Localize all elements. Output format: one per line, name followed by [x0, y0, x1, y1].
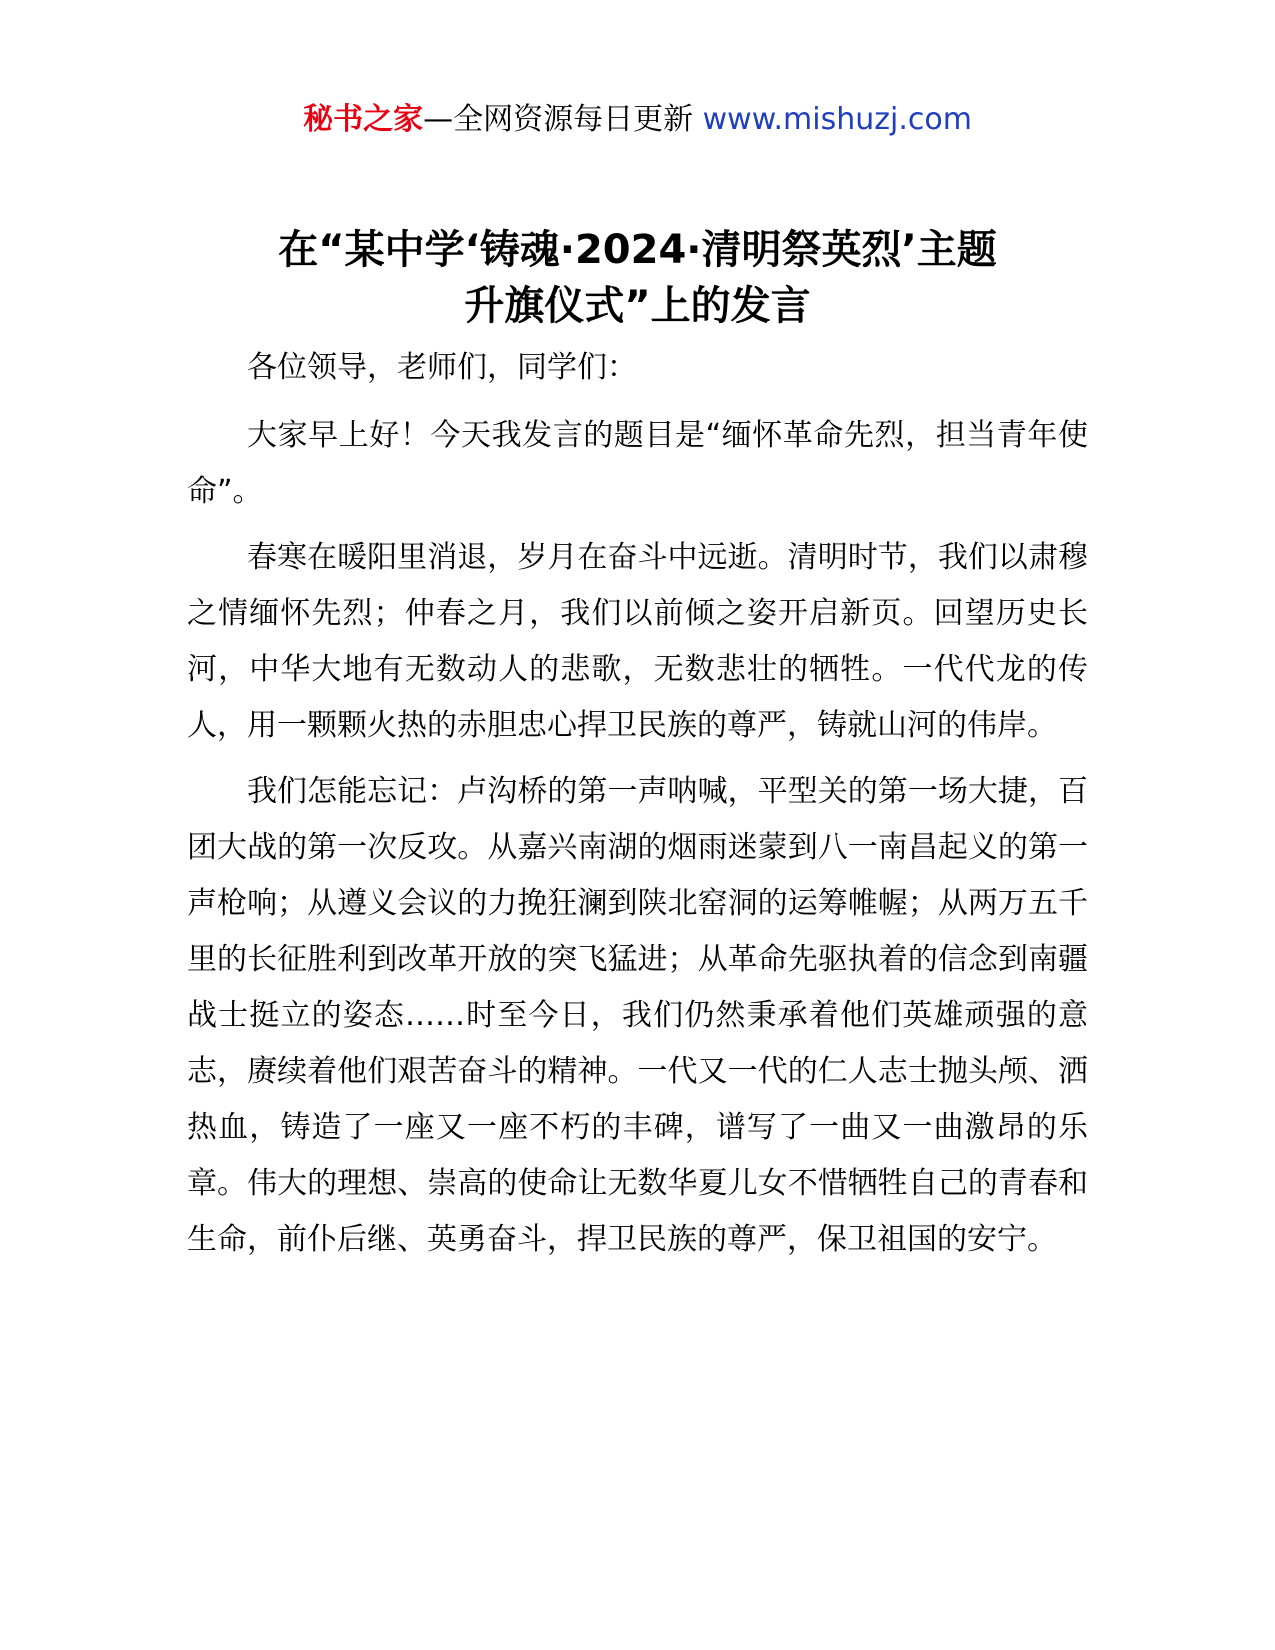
body-paragraph-2: 我们怎能忘记：卢沟桥的第一声呐喊，平型关的第一场大捷，百团大战的第一次反攻。从嘉兴南湖的烟雨迷蒙到八一南昌起义的第一声枪响；从遵义会议的力挽狂澜到陕北窑洞的运筹帷幄；从两万五千里的长征胜利到改革开放的突飞猛进；从革命先驱执着的信念到南疆战士挺立的姿态……时至今日，我们仍然秉承着他们英雄顽强的意志，赓续着他们艰苦奋斗的精神。一代又一代的仁人志士抛头颅、洒热血，铸造了一座又一座不朽的丰碑，谱写了一曲又一曲激昂的乐章。伟大的理想、崇高的使命让无数华夏儿女不惜牺牲自己的青春和生命，前仆后继、英勇奋斗，捍卫民族的尊严，保卫祖国的安宁。: [187, 774, 1088, 1257]
document-title: [150, 222, 1125, 334]
header-banner: [0, 100, 1275, 140]
document-title-line-2: 升旗仪式”上的发言: [464, 283, 811, 329]
site-url-link[interactable]: www.mishuzj.com: [702, 102, 972, 137]
header-tagline: —全网资源每日更新: [423, 102, 694, 137]
greeting-paragraph: 大家早上好！今天我发言的题目是“缅怀革命先烈，担当青年使命”。: [187, 418, 1088, 509]
salutation-paragraph: 各位领导，老师们，同学们：: [247, 350, 637, 385]
body-paragraph-1: 春寒在暖阳里消退，岁月在奋斗中远逝。清明时节，我们以肃穆之情缅怀先烈；仲春之月，我们以前倾之姿开启新页。回望历史长河，中华大地有无数动人的悲歌，无数悲壮的牺牲。一代代龙的传人，用一颗颗火热的赤胆忠心捍卫民族的尊严，铸就山河的伟岸。: [187, 540, 1088, 743]
brand-name: 秘书之家: [303, 102, 424, 137]
document-title-line-1: 在“某中学‘铸魂·2024·清明祭英烈’主题: [278, 227, 997, 273]
document-body: [187, 340, 1088, 1278]
